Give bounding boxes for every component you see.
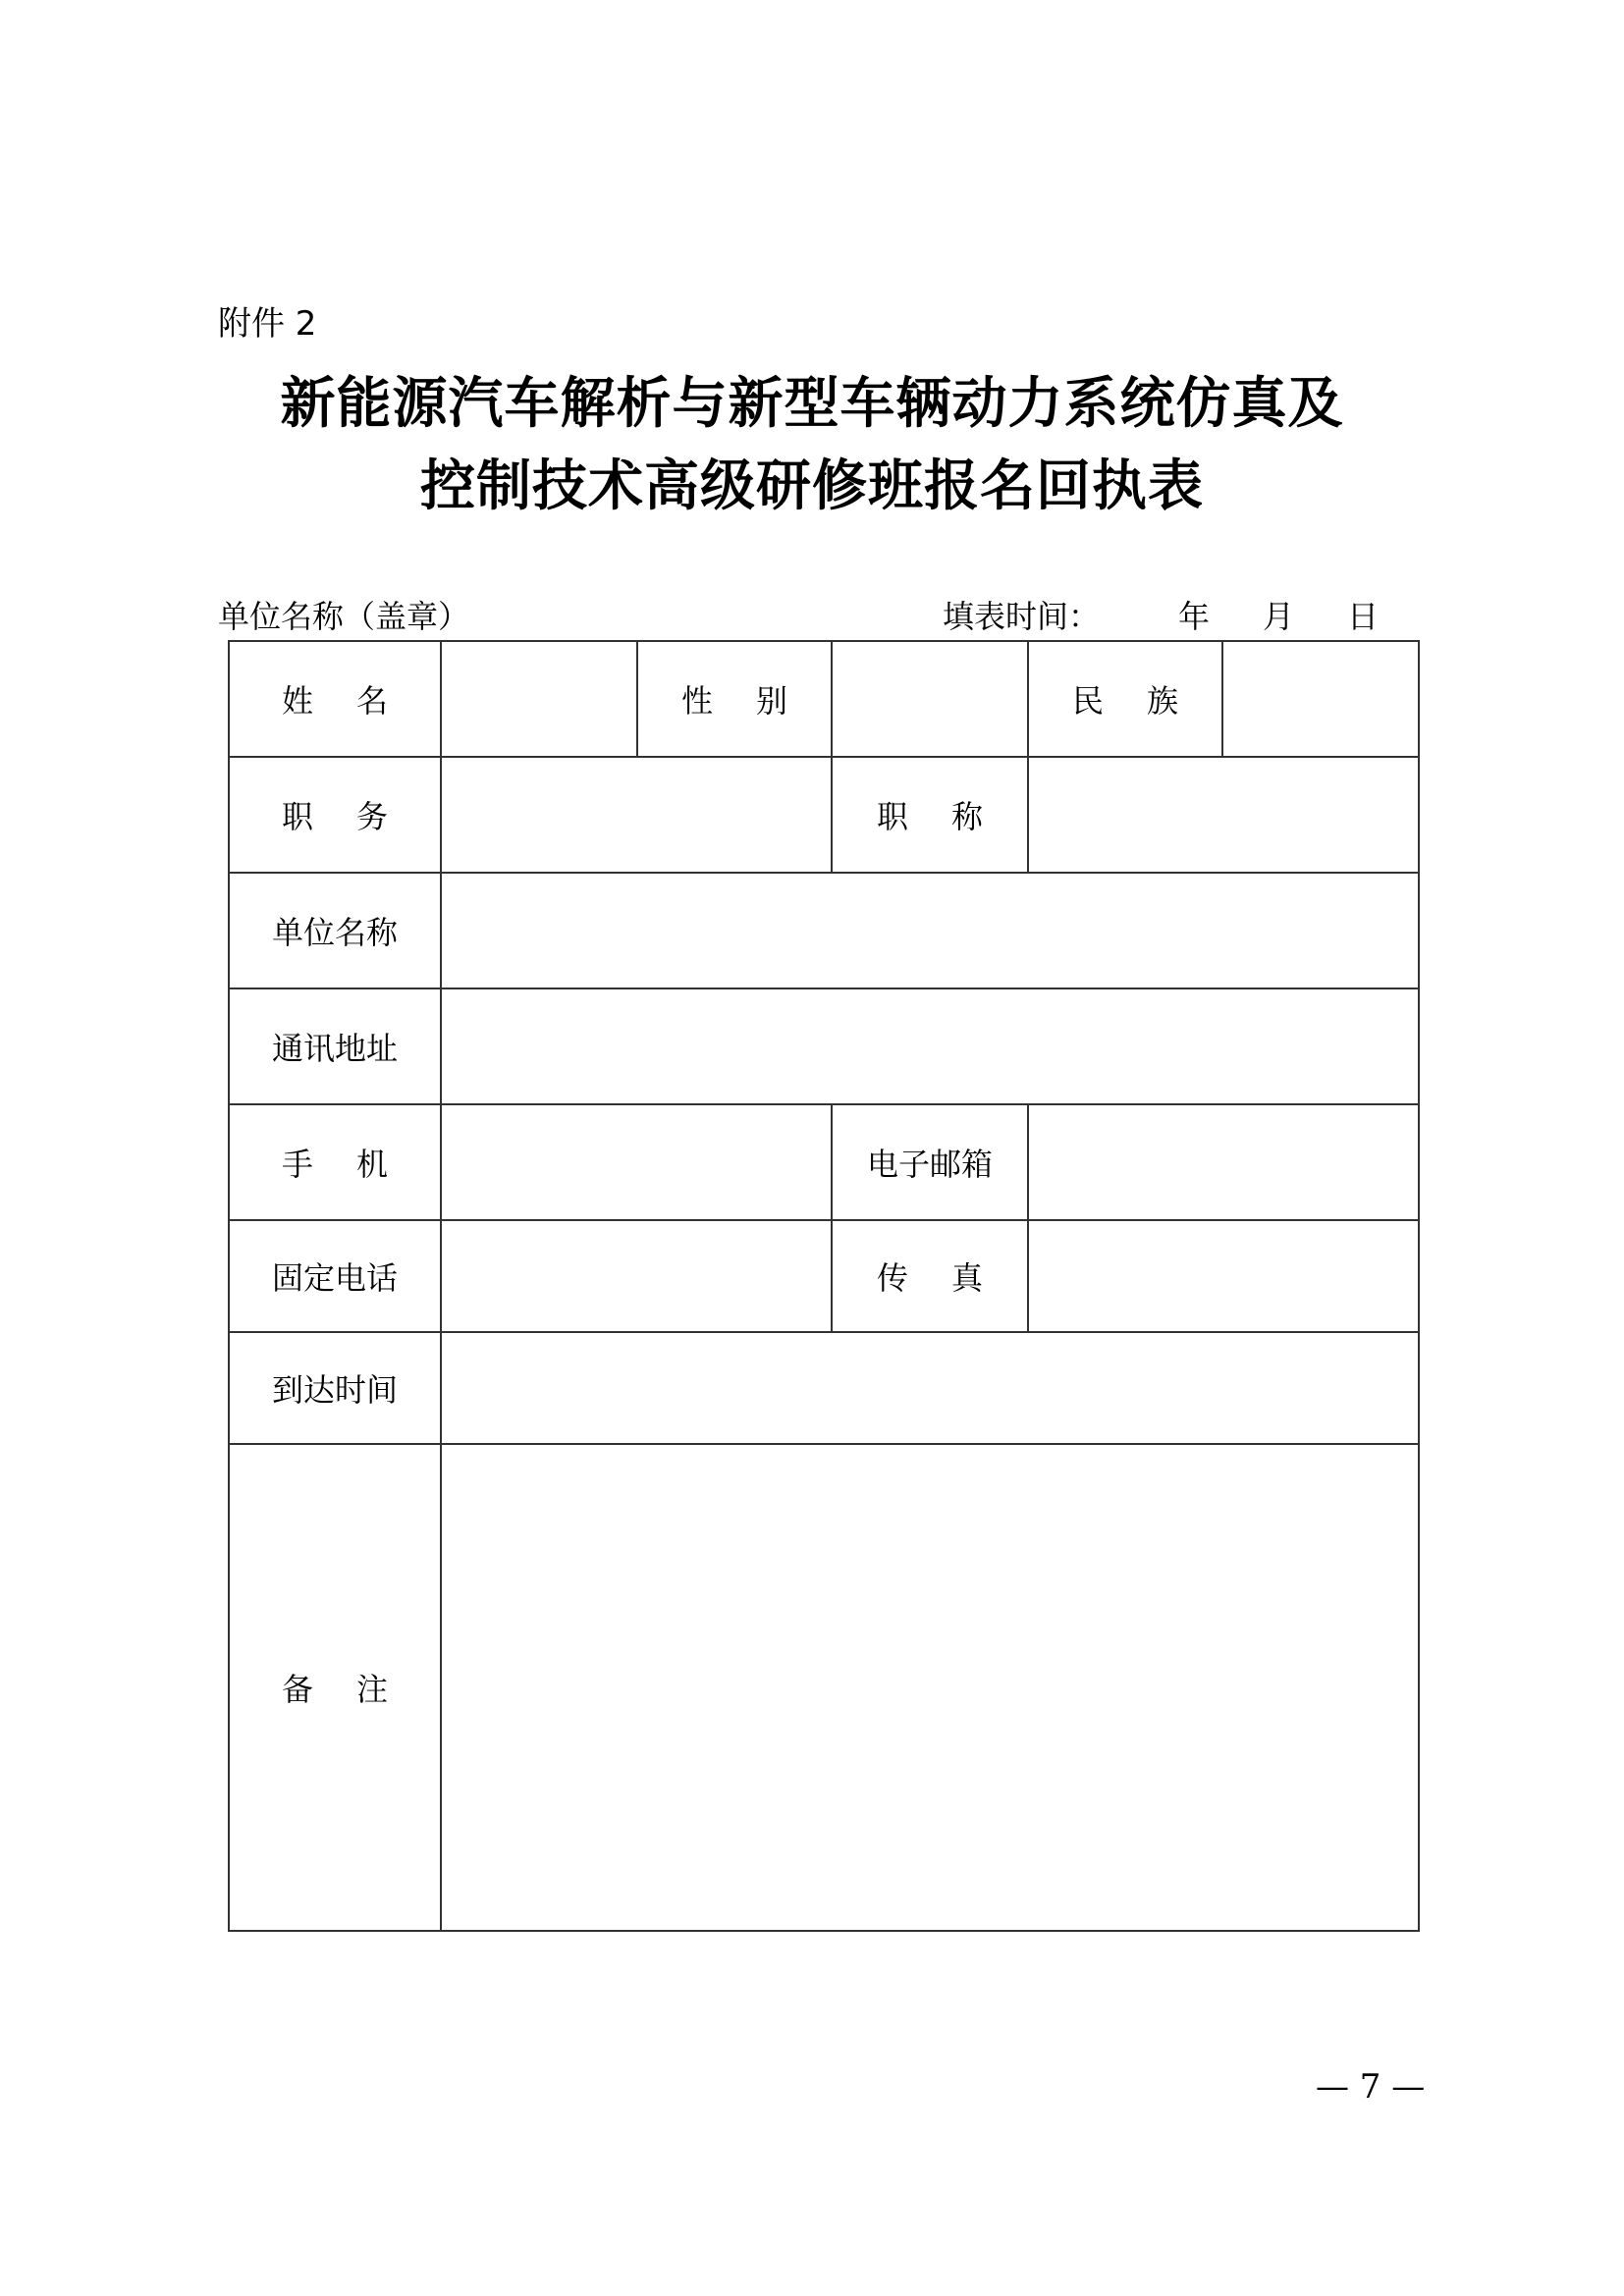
mobile-label: 手机 — [229, 1104, 441, 1220]
title-label: 职称 — [832, 757, 1028, 873]
table-row — [229, 641, 1419, 757]
position-label: 职务 — [229, 757, 441, 873]
gender-field[interactable] — [832, 641, 1028, 757]
position-field[interactable] — [441, 757, 832, 873]
fax-field[interactable] — [1028, 1220, 1419, 1332]
landline-label: 固定电话 — [229, 1220, 441, 1332]
fax-label: 传真 — [832, 1220, 1028, 1332]
arrival-time-field[interactable] — [441, 1332, 1419, 1444]
document-title-line-1: 新能源汽车解析与新型车辆动力系统仿真及 — [280, 371, 1344, 436]
table-row — [229, 1220, 1419, 1332]
table-row — [229, 988, 1419, 1104]
name-label: 姓名 — [229, 641, 441, 757]
table-row — [229, 1444, 1419, 1931]
registration-form-table — [228, 640, 1420, 1932]
table-row — [229, 757, 1419, 873]
page-number: — 7 — — [1316, 2067, 1426, 2107]
table-row — [229, 1332, 1419, 1444]
email-field[interactable] — [1028, 1104, 1419, 1220]
fill-time — [943, 597, 1379, 636]
unit-seal-label: 单位名称（盖章） — [218, 598, 470, 635]
fill-time-label: 填表时间： — [943, 598, 1101, 635]
title-field[interactable] — [1028, 757, 1419, 873]
year-label: 年 — [1178, 598, 1211, 635]
ethnicity-label: 民族 — [1028, 641, 1222, 757]
name-field[interactable] — [441, 641, 637, 757]
arrival-time-label: 到达时间 — [229, 1332, 441, 1444]
ethnicity-field[interactable] — [1222, 641, 1419, 757]
unit-name-label: 单位名称 — [229, 873, 441, 988]
remarks-label: 备注 — [229, 1444, 441, 1931]
address-field[interactable] — [441, 988, 1419, 1104]
unit-name-field[interactable] — [441, 873, 1419, 988]
gender-label: 性别 — [637, 641, 832, 757]
attachment-label: 附件 2 — [218, 304, 317, 344]
remarks-field[interactable] — [441, 1444, 1419, 1931]
mobile-field[interactable] — [441, 1104, 832, 1220]
day-label: 日 — [1347, 598, 1380, 635]
table-row — [229, 873, 1419, 988]
month-label: 月 — [1263, 598, 1295, 635]
landline-field[interactable] — [441, 1220, 832, 1332]
table-row — [229, 1104, 1419, 1220]
document-title-line-2: 控制技术高级研修班报名回执表 — [420, 454, 1204, 518]
email-label: 电子邮箱 — [832, 1104, 1028, 1220]
address-label: 通讯地址 — [229, 988, 441, 1104]
